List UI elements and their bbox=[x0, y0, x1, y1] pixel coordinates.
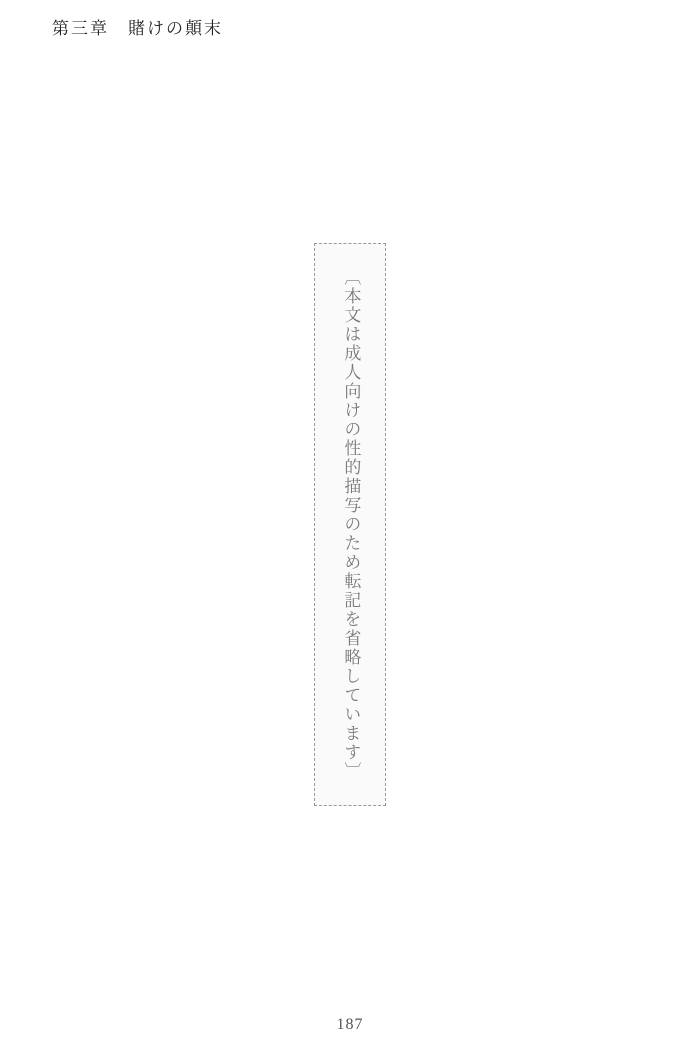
redacted-body-text: 〔本文は成人向けの性的描写のため転記を省略しています〕 bbox=[314, 243, 387, 806]
body-text-area bbox=[40, 58, 660, 990]
page-number: 187 bbox=[336, 1016, 364, 1033]
chapter-header: 第三章 賭けの顛末 bbox=[52, 19, 223, 38]
